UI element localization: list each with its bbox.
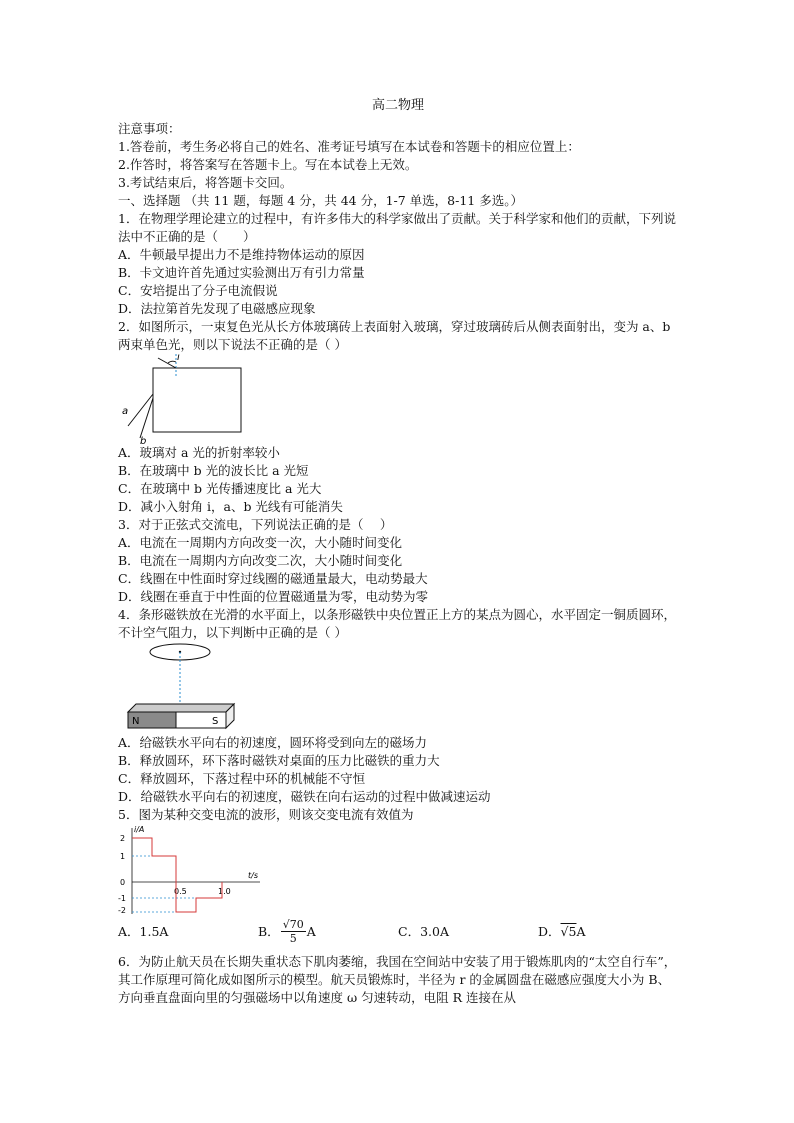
question-1-stem: 1．在物理学理论建立的过程中，有许多伟大的科学家做出了贡献。关于科学家和他们的贡献，下列说法中不正确的是（ ） — [118, 211, 676, 244]
notice-item: 3.考试结束后，将答题卡交回。 — [118, 175, 293, 190]
option-d-unit: A — [576, 923, 586, 939]
option: B．释放圆环，环下落时磁铁对桌面的压力比磁铁的重力大 — [118, 753, 440, 768]
option: C．释放圆环，下落过程中环的机械能不守恒 — [118, 771, 366, 786]
option-d — [538, 918, 585, 945]
question-5-stem: 5．图为某种交变电流的波形，则该交变电流有效值为 — [118, 807, 414, 822]
current-waveform — [132, 838, 222, 912]
ray-b — [140, 398, 153, 438]
angle-arc — [168, 361, 176, 363]
option: C．线圈在中性面时穿过线圈的磁通量最大，电动势最大 — [118, 571, 428, 586]
option-d-value: √5 — [560, 923, 577, 939]
option: C．在玻璃中 b 光传播速度比 a 光大 — [118, 481, 322, 496]
notice-heading: 注意事项： — [118, 121, 181, 136]
glass-block — [153, 368, 241, 432]
fraction-numerator: √70 — [282, 918, 304, 931]
option: D．线圈在垂直于中性面的位置磁通量为零，电动势为零 — [118, 589, 429, 604]
option-d-prefix: D． — [538, 923, 561, 939]
option: D．给磁铁水平向右的初速度，磁铁在向右运动的过程中做减速运动 — [118, 789, 491, 804]
magnet-ring-diagram — [118, 642, 248, 734]
option: D．减小入射角 i，a、b 光线有可能消失 — [118, 499, 343, 514]
waveform-graph — [118, 824, 268, 916]
label-i: i — [177, 354, 180, 363]
question-2-stem: 2．如图所示，一束复色光从长方体玻璃砖上表面射入玻璃，穿过玻璃砖后从侧表面射出，变为 a、b 两束单色光，则以下说法不正确的是（ ） — [118, 319, 671, 352]
q5-options — [118, 918, 678, 945]
option: B．在玻璃中 b 光的波长比 a 光短 — [118, 463, 309, 478]
exam-page — [118, 96, 678, 1007]
magnet-top — [128, 704, 234, 712]
option: A．电流在一周期内方向改变一次，大小随时间变化 — [118, 535, 403, 550]
incident-ray — [158, 358, 176, 368]
x-axis-label: t/s — [248, 871, 258, 880]
option: A．牛顿最早提出力不是维持物体运动的原因 — [118, 247, 365, 262]
x-tick: 1.0 — [218, 887, 231, 896]
label-n: N — [132, 716, 140, 727]
option: C．安培提出了分子电流假说 — [118, 283, 278, 298]
section-heading: 一、选择题 （共 11 题，每题 4 分，共 44 分，1-7 单选，8-11 多选。） — [118, 193, 523, 208]
waveform-figure — [118, 824, 678, 916]
y-tick: 2 — [120, 834, 126, 843]
option-b — [258, 918, 398, 945]
option: D．法拉第首先发现了电磁感应现象 — [118, 301, 316, 316]
option: B．电流在一周期内方向改变二次，大小随时间变化 — [118, 553, 403, 568]
label-s: S — [212, 716, 219, 727]
glass-block-figure — [118, 354, 678, 444]
label-b: b — [140, 436, 147, 444]
magnet-s-pole — [176, 712, 226, 728]
question-6-stem: 6．为防止航天员在长期失重状态下肌肉萎缩，我国在空间站中安装了用于锻炼肌肉的“太空自行车”，其工作原理可简化成如图所示的模型。航天员锻炼时，半径为 r 的金属圆盘在磁感应强度大小为 B、方向垂直盘面向里的匀强磁场中以角速度 ω 匀速转动，电阻 R 连接在从 — [118, 954, 677, 1005]
option: A．给磁铁水平向右的初速度，圆环将受到向左的磁场力 — [118, 735, 428, 750]
option: A．玻璃对 a 光的折射率较小 — [118, 445, 280, 460]
option-b-unit: A — [306, 923, 316, 939]
option: B．卡文迪许首先通过实验测出万有引力常量 — [118, 265, 365, 280]
y-tick: -1 — [118, 894, 126, 903]
y-tick: 0 — [120, 878, 126, 887]
magnet-ring-figure — [118, 642, 678, 734]
fraction-denominator: 5 — [289, 932, 297, 945]
x-tick: 0.5 — [174, 887, 187, 896]
question-3-stem: 3．对于正弦式交流电，下列说法正确的是（ ） — [118, 517, 393, 532]
question-4-stem: 4．条形磁铁放在光滑的水平面上，以条形磁铁中央位置正上方的某点为圆心，水平固定一铜质圆环，不计空气阻力，以下判断中正确的是（ ） — [118, 607, 676, 640]
label-a: a — [122, 406, 129, 417]
option-a: A．1.5A — [118, 923, 169, 939]
option-c: C．3.0A — [398, 923, 449, 939]
notice-item: 2.作答时，将答案写在答题卡上。写在本试卷上无效。 — [118, 157, 418, 172]
notice-item: 1.答卷前，考生务必将自己的姓名、准考证号填写在本试卷和答题卡的相应位置上： — [118, 139, 580, 154]
y-tick: -2 — [118, 906, 126, 915]
y-axis-label: i/A — [134, 825, 145, 834]
page-title: 高二物理 — [371, 98, 424, 113]
option-b-fraction — [281, 918, 306, 945]
option-b-prefix: B． — [258, 923, 280, 939]
glass-block-diagram — [118, 354, 258, 444]
y-tick: 1 — [120, 852, 126, 861]
